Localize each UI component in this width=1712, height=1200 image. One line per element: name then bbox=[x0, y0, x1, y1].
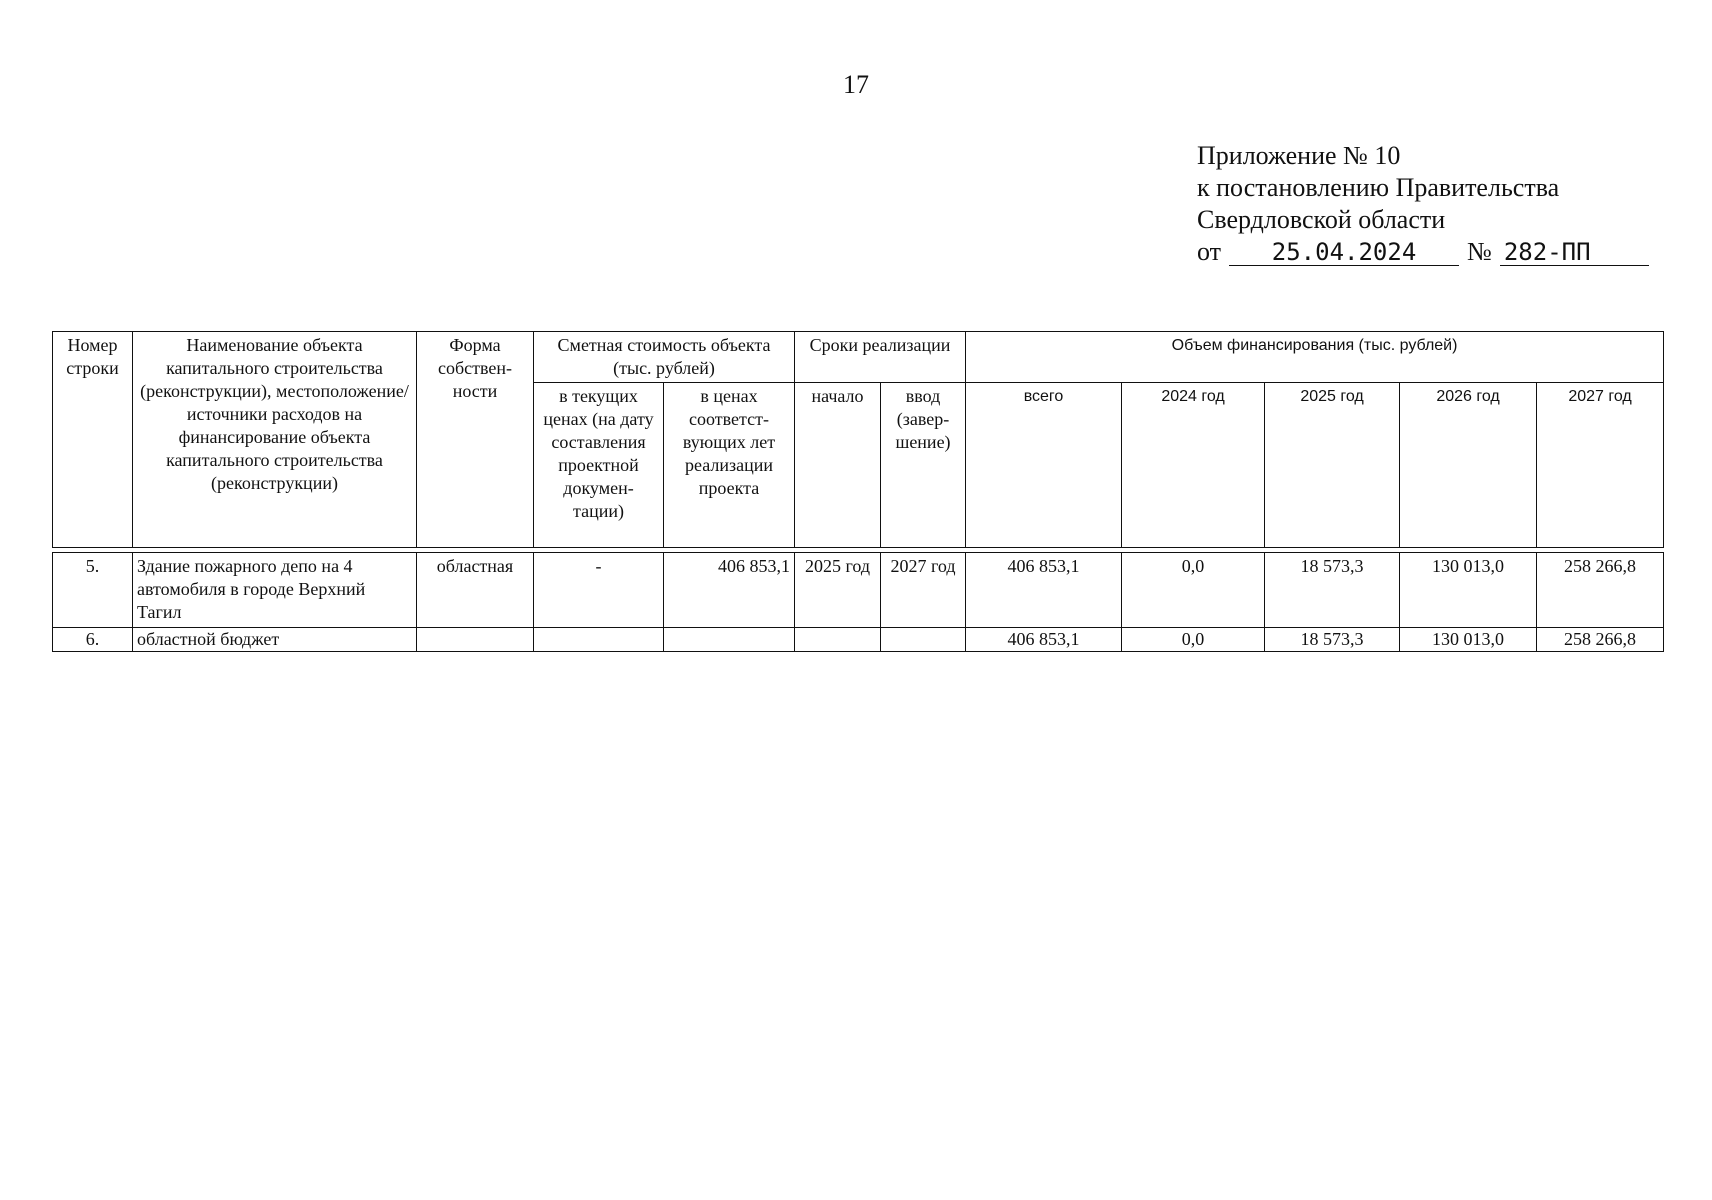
cell-2027: 258 266,8 bbox=[1537, 553, 1664, 628]
header-2024: 2024 год bbox=[1122, 383, 1265, 548]
cell-end bbox=[881, 628, 966, 652]
financing-table bbox=[52, 331, 1664, 652]
resolution-date: 25.04.2024 bbox=[1229, 239, 1459, 266]
header-end: ввод (завер-шение) bbox=[881, 383, 966, 548]
header-start: начало bbox=[795, 383, 881, 548]
cell-ownership: областная bbox=[417, 553, 534, 628]
header-estimated-cost: Сметная стоимость объекта (тыс. рублей) bbox=[534, 332, 795, 383]
cell-start: 2025 год bbox=[795, 553, 881, 628]
header-object-name: Наименование объекта капитального строительства (реконструкции), местоположение/ источники расходов на финансирование объекта капитального строительства (реконструкции) bbox=[133, 332, 417, 548]
header-terms: Сроки реализации bbox=[795, 332, 966, 383]
table-row bbox=[53, 553, 1664, 628]
cell-start bbox=[795, 628, 881, 652]
cell-2025: 18 573,3 bbox=[1265, 628, 1400, 652]
header-2025: 2025 год bbox=[1265, 383, 1400, 548]
appendix-region: Свердловской области bbox=[1197, 205, 1446, 234]
cell-row-number: 6. bbox=[53, 628, 133, 652]
cell-2026: 130 013,0 bbox=[1400, 553, 1537, 628]
table-row bbox=[53, 628, 1664, 652]
cell-object-name: Здание пожарного депо на 4 автомобиля в городе Верхний Тагил bbox=[133, 553, 417, 628]
appendix-title: Приложение № 10 bbox=[1197, 141, 1401, 170]
cell-2024: 0,0 bbox=[1122, 553, 1265, 628]
cell-object-name: областной бюджет bbox=[133, 628, 417, 652]
cell-cost-current bbox=[534, 628, 664, 652]
cell-end: 2027 год bbox=[881, 553, 966, 628]
header-row-number: Номер строки bbox=[53, 332, 133, 548]
cell-2024: 0,0 bbox=[1122, 628, 1265, 652]
resolution-number: 282-ПП bbox=[1500, 239, 1649, 266]
header-2026: 2026 год bbox=[1400, 383, 1537, 548]
cell-2027: 258 266,8 bbox=[1537, 628, 1664, 652]
header-row-1 bbox=[53, 332, 1664, 383]
header-ownership: Форма собствен-ности bbox=[417, 332, 534, 548]
header-2027: 2027 год bbox=[1537, 383, 1664, 548]
cell-cost-years: 406 853,1 bbox=[664, 553, 795, 628]
header-cost-current: в текущих ценах (на дату составления проектной докумен-тации) bbox=[534, 383, 664, 548]
cell-total: 406 853,1 bbox=[966, 553, 1122, 628]
page-number: 17 bbox=[843, 70, 869, 99]
cell-cost-current: - bbox=[534, 553, 664, 628]
header-cost-years: в ценах соответст-вующих лет реализации проекта bbox=[664, 383, 795, 548]
header-total: всего bbox=[966, 383, 1122, 548]
cell-total: 406 853,1 bbox=[966, 628, 1122, 652]
number-sign: № bbox=[1467, 237, 1492, 266]
from-label: от bbox=[1197, 237, 1222, 266]
cell-2026: 130 013,0 bbox=[1400, 628, 1537, 652]
cell-cost-years bbox=[664, 628, 795, 652]
cell-ownership bbox=[417, 628, 534, 652]
appendix-block bbox=[1197, 140, 1649, 268]
appendix-resolution: к постановлению Правительства bbox=[1197, 173, 1560, 202]
cell-2025: 18 573,3 bbox=[1265, 553, 1400, 628]
appendix-date-number bbox=[1197, 236, 1649, 268]
header-financing: Объем финансирования (тыс. рублей) bbox=[966, 332, 1664, 383]
cell-row-number: 5. bbox=[53, 553, 133, 628]
